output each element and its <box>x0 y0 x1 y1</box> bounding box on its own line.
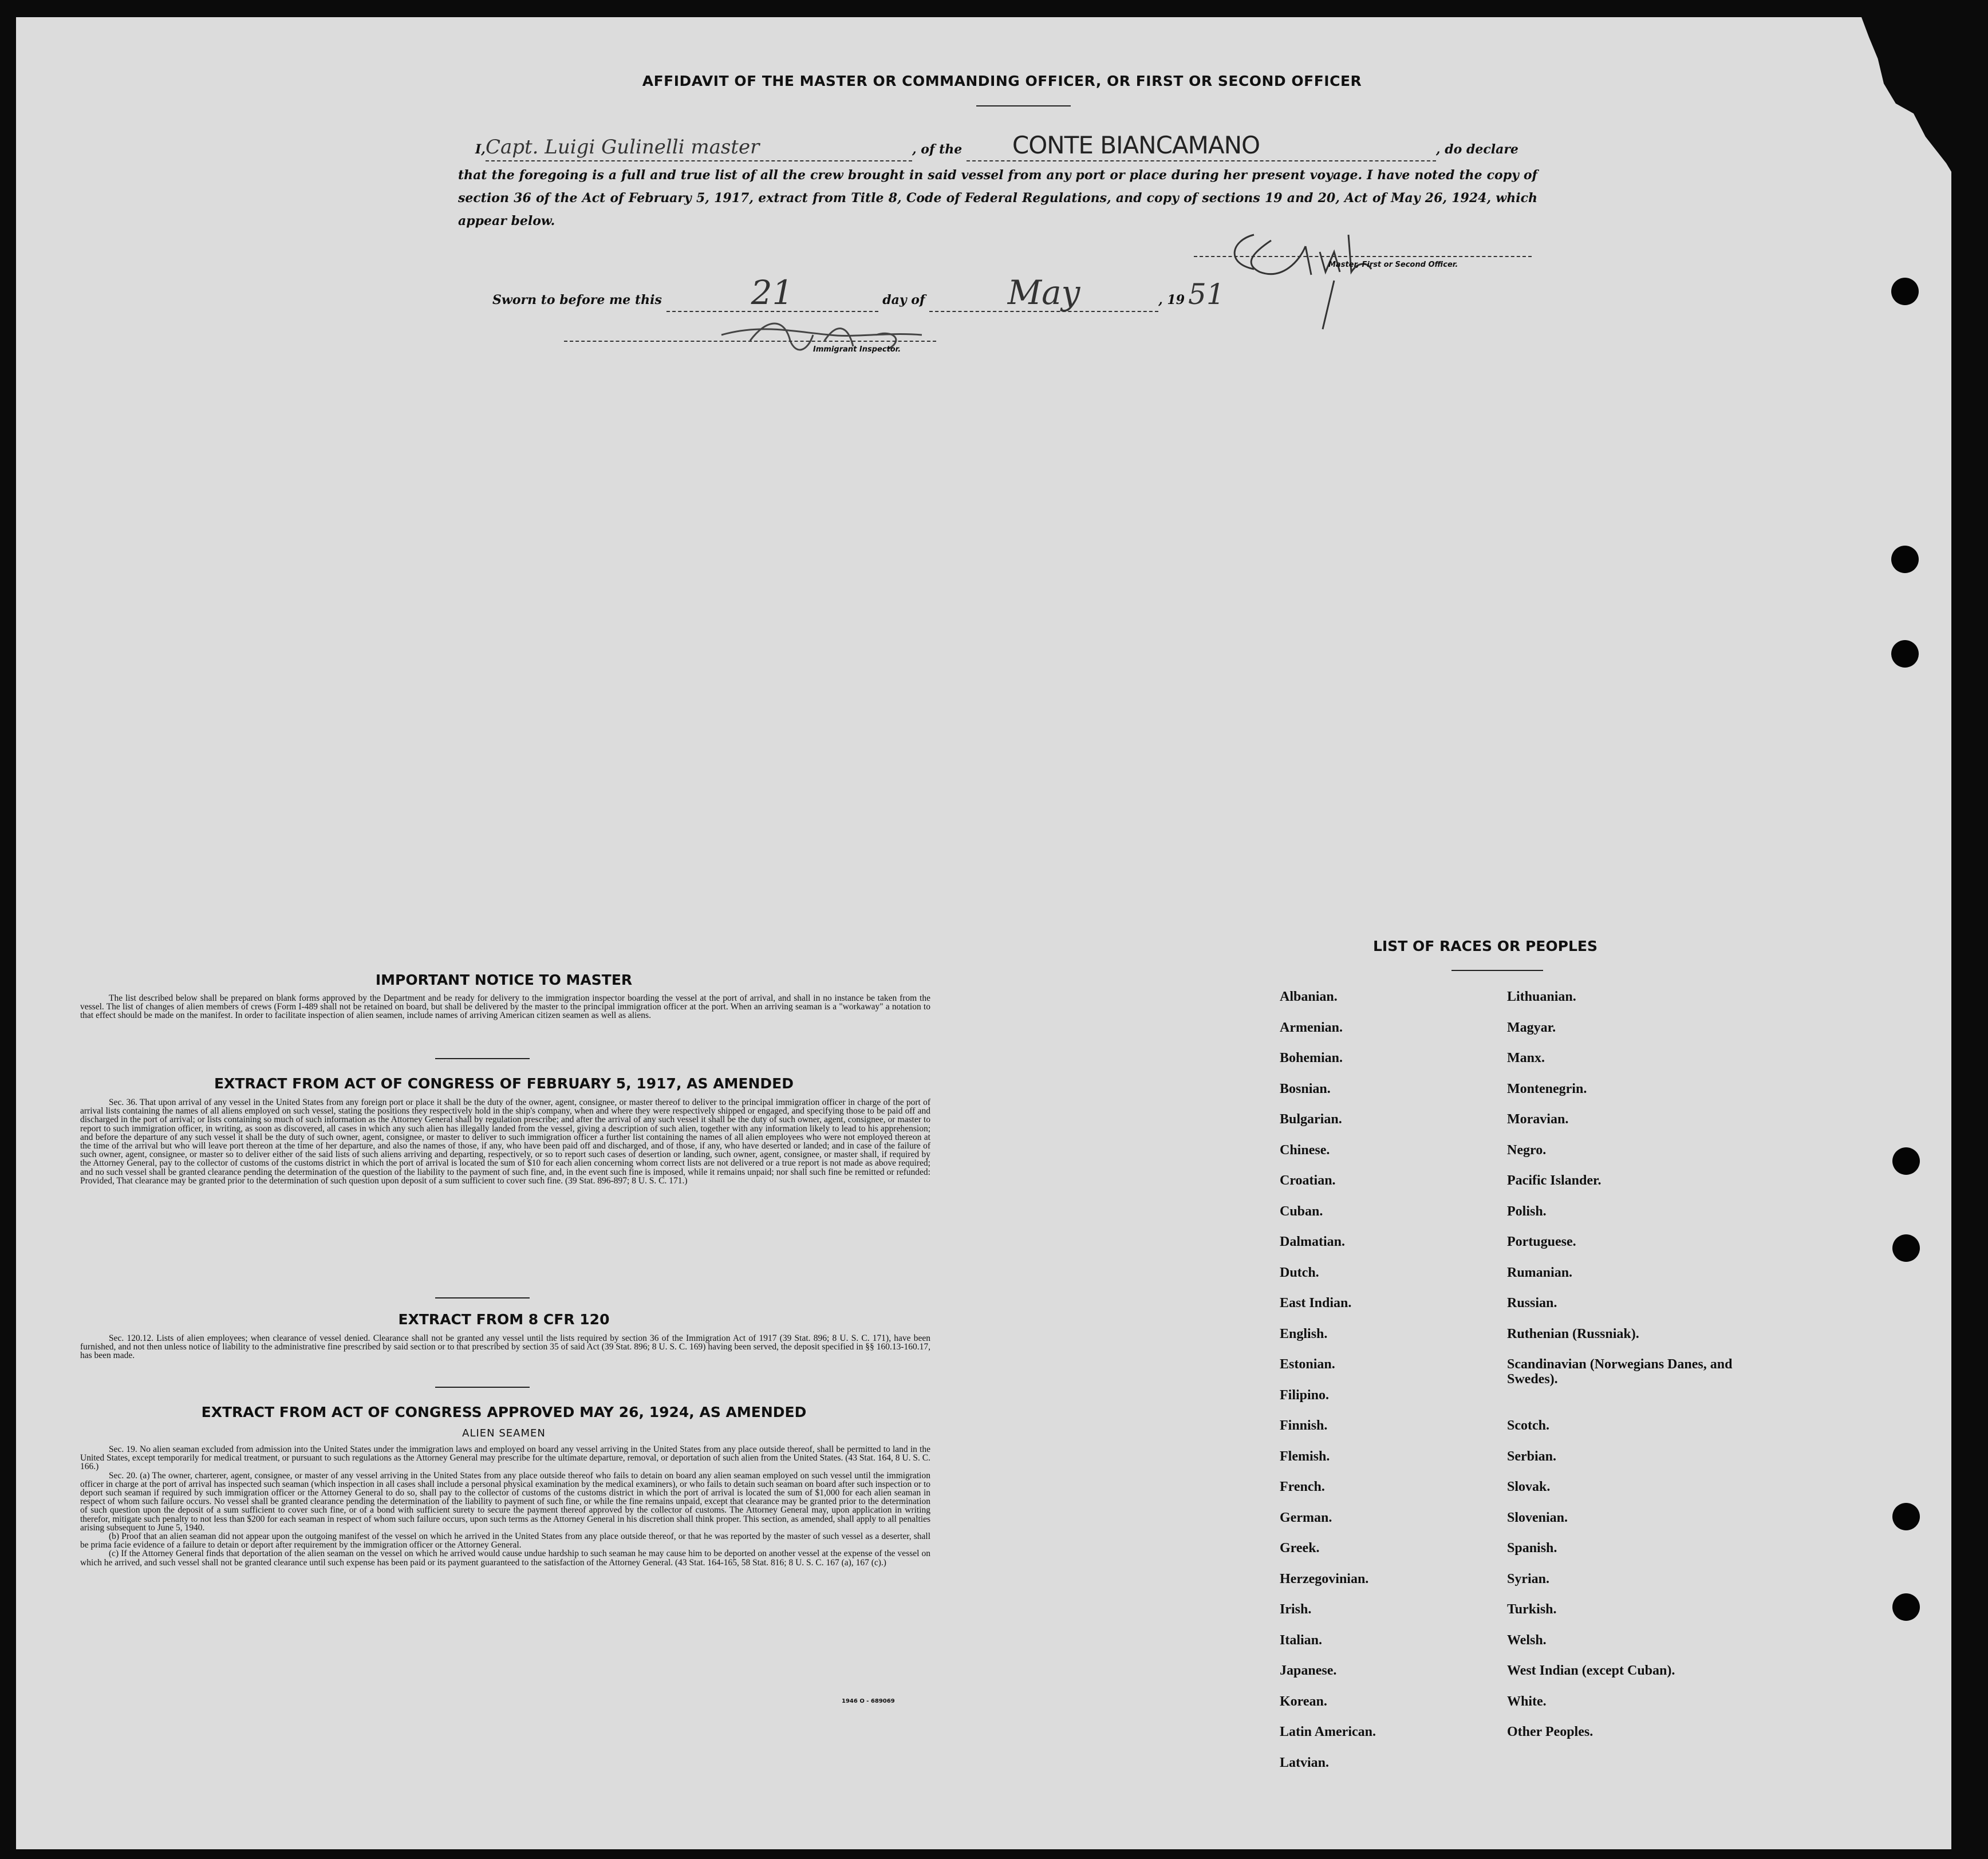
race-item: Chinese. <box>1280 1142 1330 1158</box>
race-item: Albanian. <box>1280 989 1338 1004</box>
race-item: Slovak. <box>1507 1479 1551 1494</box>
race-item: Latin American. <box>1280 1724 1376 1739</box>
declaration-text: that the foregoing is a full and true list of all the crew brought in said vessel from any port or place during her present voyage. I have noted the copy of section 36 of the Act of February 5, 1917, extract from Title 8, Code of Federal Regulations, and copy of sections 19 and 20, Act of May 26, 1924, which appear below. <box>458 168 1537 228</box>
section-rule <box>435 1058 530 1059</box>
race-item: Bohemian. <box>1280 1051 1343 1065</box>
race-item: Bosnian. <box>1280 1081 1331 1096</box>
do-declare-label: , do declare <box>1435 142 1518 157</box>
race-item <box>1507 1388 1748 1419</box>
race-item: Ruthenian (Russniak). <box>1507 1326 1639 1341</box>
race-item: Filipino. <box>1280 1387 1330 1403</box>
race-item: Turkish. <box>1507 1602 1557 1617</box>
sec-20a-paragraph: Sec. 20. (a) The owner, charterer, agent, consignee, or master of any vessel arriving in the United States from any place outside thereof who fails to detain on board any alien seaman employed on such vessel until the immigration officer in charge at the port of arrival has inspected such seaman (which inspection in all cases shall include a personal physical examination by the medical examiners), or who fails to detain such seaman on board after such inspection or to deport such seaman if required by such immigration officer or the Attorney General to do so, shall pay to the collector of customs of the customs district in which the port of arrival is located the sum of $1,000 for each alien seaman in respect of whom such failure occurs. No vessel shall be granted clearance pending the determination of the liability to payment of such fine, or while the fine remains unpaid, except that clearance may be granted prior to the determination of such question upon the deposit of a sum sufficient to cover such fine, or of a bond with sufficient surety to secure the payment thereof approved by the collector of customs. The Attorney General may, upon application in writing therefor, mitigate such penalty to not less than $200 for each seaman in respect of whom such failure occurs, upon such terms as the Attorney General in his discretion shall think proper. This section, as amended, shall apply to all penalties arising subsequent to June 5, 1940. <box>80 1470 930 1533</box>
race-item: Estonian. <box>1280 1357 1335 1372</box>
notice-text <box>80 994 930 1020</box>
race-item: East Indian. <box>1280 1296 1352 1311</box>
race-item: Spanish. <box>1507 1541 1557 1556</box>
race-item: German. <box>1280 1510 1332 1525</box>
race-item: Croatian. <box>1280 1173 1336 1188</box>
extract-1917-paragraph: Sec. 36. That upon arrival of any vessel in the United States from any foreign port or place it shall be the duty of the owner, agent, consignee, or master thereof to deliver to the principal immigration officer in charge of the port of arrival lists containing the names of all aliens employed on such vessel, stating the positions they respectively hold in the ship's company, when and where they were respectively shipped or engaged, and specifying those to be paid off and discharged in the port of arrival; or lists containing so much of such information as the Attorney General shall by regulation prescribe; and after the arrival of any such vessel it shall be the duty of such owner, agent, consignee, or master to report to such immigration officer, in writing, as soon as discovered, all cases in which any such alien has illegally landed from the vessel, giving a description of such alien, together with any information likely to lead to his apprehension; and before the departure of any such vessel it shall be the duty of such owner, agent, consignee, or master to deliver to such immigration officer a further list containing the names of all alien employees who were not employed thereon at the time of the arrival but who will leave port thereon at the time of her departure, and also the names of those, if any, who have been paid off and discharged, and of those, if any, who have deserted or landed; and in case of the failure of such owner, agent, consignee, or master so to deliver either of the said lists of such aliens arriving and departing, respectively, or so to report such cases of desertion or landing, such owner, agent, consignee, or master shall, if required by the Attorney General, pay to the collector of customs of the customs district in which the port of arrival is located the sum of $10 for each alien concerning whom correct lists are not delivered or a true report is not made as above required; and no such vessel shall be granted clearance pending the determination of the question of the liability to the payment of such fine, and, in the event such fine is imposed, while it remains unpaid; nor shall such fine be remitted or refunded: Provided, That clearance may be granted prior to the determination of such question upon deposit of a sum sufficient to cover such fine. (39 Stat. 896-897; 8 U. S. C. 171.) <box>80 1098 930 1186</box>
race-item: Lithuanian. <box>1507 989 1576 1004</box>
binder-hole <box>1892 1503 1920 1530</box>
sworn-year-handwriting: 51 <box>1188 278 1225 311</box>
binder-hole <box>1892 1593 1920 1621</box>
notice-title: IMPORTANT NOTICE TO MASTER <box>375 972 633 988</box>
race-item: Italian. <box>1280 1632 1323 1648</box>
race-item: Portuguese. <box>1507 1234 1576 1249</box>
races-column-2 <box>1507 989 1748 1786</box>
extract-1917-text <box>80 1098 930 1185</box>
binder-hole <box>1892 1147 1920 1175</box>
race-item: English. <box>1280 1326 1328 1341</box>
race-item: Latvian. <box>1280 1755 1330 1770</box>
race-item: Negro. <box>1507 1142 1547 1158</box>
race-item: Herzegovinian. <box>1280 1571 1369 1586</box>
race-item <box>1507 1755 1748 1786</box>
race-item: Russian. <box>1507 1296 1557 1311</box>
section-rule <box>435 1297 530 1298</box>
race-item: Pacific Islander. <box>1507 1173 1602 1188</box>
of-the-label: , of the <box>912 142 963 157</box>
inspector-signature <box>716 301 985 364</box>
day-of-label: day of <box>882 293 925 307</box>
sworn-day-handwriting: 21 <box>751 273 794 312</box>
race-item: Flemish. <box>1280 1448 1330 1464</box>
race-item: Dutch. <box>1280 1265 1319 1280</box>
race-item: Scandinavian (Norwegians Danes, and Swedes). <box>1507 1357 1733 1387</box>
section-rule <box>435 1387 530 1388</box>
race-item: Cuban. <box>1280 1203 1323 1219</box>
print-code: 1946 O - 689069 <box>842 1698 895 1704</box>
races-title: LIST OF RACES OR PEOPLES <box>1373 938 1598 954</box>
sec-19-paragraph: Sec. 19. No alien seaman excluded from admission into the United States under the immigration laws and employed on board any vessel arriving in the United States from any place outside thereof, shall be permitted to land in the United States, except temporarily for medical treatment, or pursuant to such regulations as the Attorney General may prescribe for the ultimate departure, removal, or deportation of such alien from the United States. (43 Stat. 164, 8 U. S. C. 166.) <box>80 1444 930 1472</box>
binder-hole <box>1891 640 1919 668</box>
notice-paragraph: The list described below shall be prepared on blank forms approved by the Department and be ready for delivery to the immigration inspector boarding the vessel at the port of arrival, and shall in no instance be taken from the vessel. The list of changes of alien members of crews (Form I-489 shall not be retained on board, but shall be delivered by the master to the principal immigration officer at the port. When an arriving seaman is a "workaway" a notation to that effect should be made on the manifest. In order to facilitate inspection of alien seamen, include names of arriving American citizen seamen as well as aliens. <box>80 993 930 1021</box>
inspector-caption: Immigrant Inspector. <box>813 345 901 354</box>
race-item: Scotch. <box>1507 1418 1549 1433</box>
vessel-name-stamp: CONTE BIANCAMANO <box>1012 131 1260 159</box>
race-item: Bulgarian. <box>1280 1112 1342 1127</box>
extract-cfr-paragraph: Sec. 120.12. Lists of alien employees; when clearance of vessel denied. Clearance shall not be granted any vessel until the lists required by section 36 of the Immigration Act of 1917 (39 Stat. 896; 8 U. S. C. 171), have been furnished, and not then unless notice of liability to the administrative fine prescribed by said section or to that prescribed by section 35 of said Act (39 Stat. 896; 8 U. S. C. 169) having been served, the deposit specified in §§ 160.13-160.17, has been made. <box>80 1333 930 1361</box>
race-item: Moravian. <box>1507 1112 1569 1127</box>
race-item: Korean. <box>1280 1694 1327 1709</box>
extract-1924-title: EXTRACT FROM ACT OF CONGRESS APPROVED MAY 26, 1924, AS AMENDED <box>201 1404 807 1420</box>
extract-cfr-text <box>80 1334 930 1360</box>
races-rule <box>1451 970 1543 971</box>
vessel-name-field <box>967 131 1436 161</box>
race-item: Serbian. <box>1507 1448 1557 1464</box>
extract-1917-title: EXTRACT FROM ACT OF CONGRESS OF FEBRUARY 5, 1917, AS AMENDED <box>214 1075 794 1092</box>
race-item: White. <box>1507 1694 1547 1709</box>
race-item: Manx. <box>1507 1051 1545 1065</box>
officer-caption: Master, First or Second Officer. <box>1328 261 1458 269</box>
binder-hole <box>1892 1234 1920 1262</box>
master-name-handwriting: Capt. Luigi Gulinelli master <box>485 136 760 159</box>
master-name-field <box>486 136 912 161</box>
binder-hole <box>1891 278 1919 305</box>
race-item: Irish. <box>1280 1602 1312 1617</box>
race-item: Welsh. <box>1507 1632 1547 1648</box>
extract-1924-text <box>80 1445 930 1567</box>
binder-hole <box>1891 546 1919 573</box>
race-item: Dalmatian. <box>1280 1234 1345 1249</box>
extract-1924-subtitle: ALIEN SEAMEN <box>462 1427 546 1439</box>
race-item: Slovenian. <box>1507 1510 1568 1525</box>
sworn-month-handwriting: May <box>1007 273 1080 312</box>
affidavit-title: AFFIDAVIT OF THE MASTER OR COMMANDING OFFICER, OR FIRST OR SECOND OFFICER <box>642 73 1362 89</box>
race-item: Syrian. <box>1507 1571 1550 1586</box>
race-item: Magyar. <box>1507 1020 1556 1035</box>
race-item: Finnish. <box>1280 1418 1328 1433</box>
sworn-label: Sworn to before me this <box>492 293 662 307</box>
race-item: Polish. <box>1507 1203 1547 1219</box>
race-item: Montenegrin. <box>1507 1081 1587 1096</box>
year-prefix: , 19 <box>1158 293 1185 307</box>
race-item: West Indian (except Cuban). <box>1507 1663 1675 1678</box>
prefix-i: I, <box>475 142 486 157</box>
race-item: Greek. <box>1280 1541 1320 1556</box>
sec-20c-paragraph: (c) If the Attorney General finds that deportation of the alien seaman on the vessel on which he arrived would cause undue hardship to such seaman he may cause him to be deported on another vessel at the expense of the vessel on which he arrived, and such vessel shall not be granted clearance until such expense has been paid or its payment guaranteed to the satisfaction of the Attorney General. (43 Stat. 164-165, 58 Stat. 816; 8 U. S. C. 167 (a), 167 (c).) <box>80 1549 930 1568</box>
race-item: Japanese. <box>1280 1663 1337 1678</box>
race-item: French. <box>1280 1479 1325 1494</box>
sec-20b-paragraph: (b) Proof that an alien seaman did not appear upon the outgoing manifest of the vessel on which he arrived in the United States from any place outside thereof, or that he was reported by the master of such vessel as a deserter, shall be prima facie evidence of a failure to detain or deport after requirement by the immigration officer or the Attorney General. <box>80 1532 930 1550</box>
extract-cfr-title: EXTRACT FROM 8 CFR 120 <box>398 1311 610 1328</box>
race-item: Other Peoples. <box>1507 1724 1593 1739</box>
races-column-1 <box>1280 989 1486 1786</box>
race-item: Rumanian. <box>1507 1265 1573 1280</box>
race-item: Armenian. <box>1280 1020 1343 1035</box>
inspector-signature-line <box>564 341 936 342</box>
title-rule <box>976 105 1071 106</box>
